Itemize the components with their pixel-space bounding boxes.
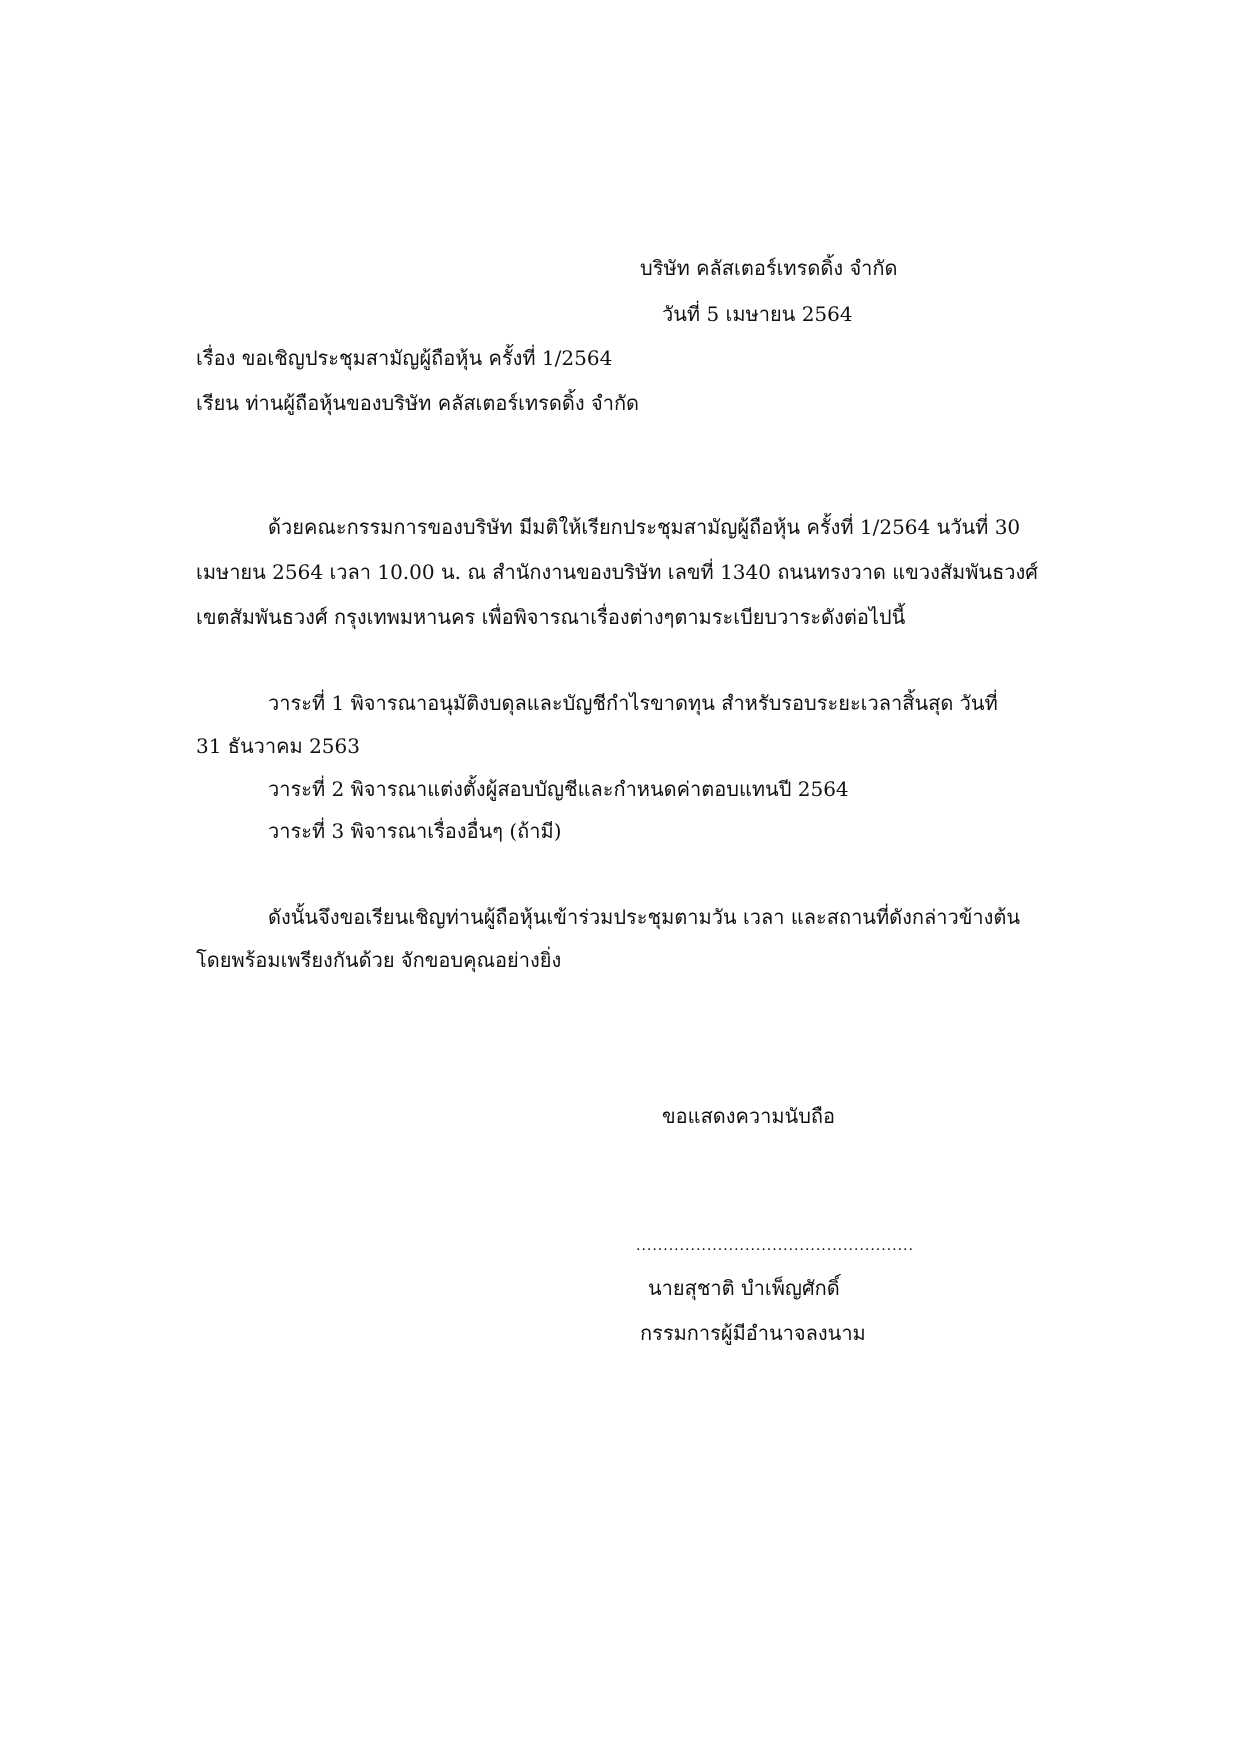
body-paragraph-1-line-2: เมษายน 2564 เวลา 10.00 น. ณ สำนักงานของบริษัท เลขที่ 1340 ถนนทรงวาด แขวงสัมพันธวงศ์ — [196, 560, 1038, 584]
closing-paragraph-line-1: ดังนั้นจึงขอเรียนเชิญท่านผู้ถือหุ้นเข้าร่วมประชุมตามวัน เวลา และสถานที่ดังกล่าวข้างต้น — [268, 905, 1021, 929]
letter-date: วันที่ 5 เมษายน 2564 — [662, 302, 853, 326]
agenda-item-2: วาระที่ 2 พิจารณาแต่งตั้งผู้สอบบัญชีและกำหนดค่าตอบแทนปี 2564 — [268, 777, 849, 801]
signer-title: กรรมการผู้มีอำนาจลงนาม — [640, 1321, 866, 1345]
agenda-item-3: วาระที่ 3 พิจารณาเรื่องอื่นๆ (ถ้ามี) — [268, 819, 562, 843]
letter-subject: เรื่อง ขอเชิญประชุมสามัญผู้ถือหุ้น ครั้งที่ 1/2564 — [196, 346, 613, 370]
agenda-item-1-line-1: วาระที่ 1 พิจารณาอนุมัติงบดุลและบัญชีกำไรขาดทุน สำหรับรอบระยะเวลาสิ้นสุด วันที่ — [268, 691, 998, 715]
signature-line: ................................................... — [636, 1238, 914, 1254]
letter-recipient: เรียน ท่านผู้ถือหุ้นของบริษัท คลัสเตอร์เทรดดิ้ง จำกัด — [196, 391, 640, 415]
company-header: บริษัท คลัสเตอร์เทรดดิ้ง จำกัด — [640, 256, 898, 280]
regards: ขอแสดงความนับถือ — [662, 1104, 836, 1128]
closing-paragraph-line-2: โดยพร้อมเพรียงกันด้วย จักขอบคุณอย่างยิ่ง — [196, 948, 562, 972]
signer-name: นายสุชาติ บำเพ็ญศักดิ์ — [648, 1276, 840, 1300]
agenda-item-1-line-2: 31 ธันวาคม 2563 — [196, 734, 360, 758]
body-paragraph-1-line-3: เขตสัมพันธวงศ์ กรุงเทพมหานคร เพื่อพิจารณาเรื่องต่างๆตามระเบียบวาระดังต่อไปนี้ — [196, 605, 906, 629]
body-paragraph-1-line-1: ด้วยคณะกรรมการของบริษัท มีมติให้เรียกประชุมสามัญผู้ถือหุ้น ครั้งที่ 1/2564 นวันที่ 30 — [268, 515, 1021, 539]
